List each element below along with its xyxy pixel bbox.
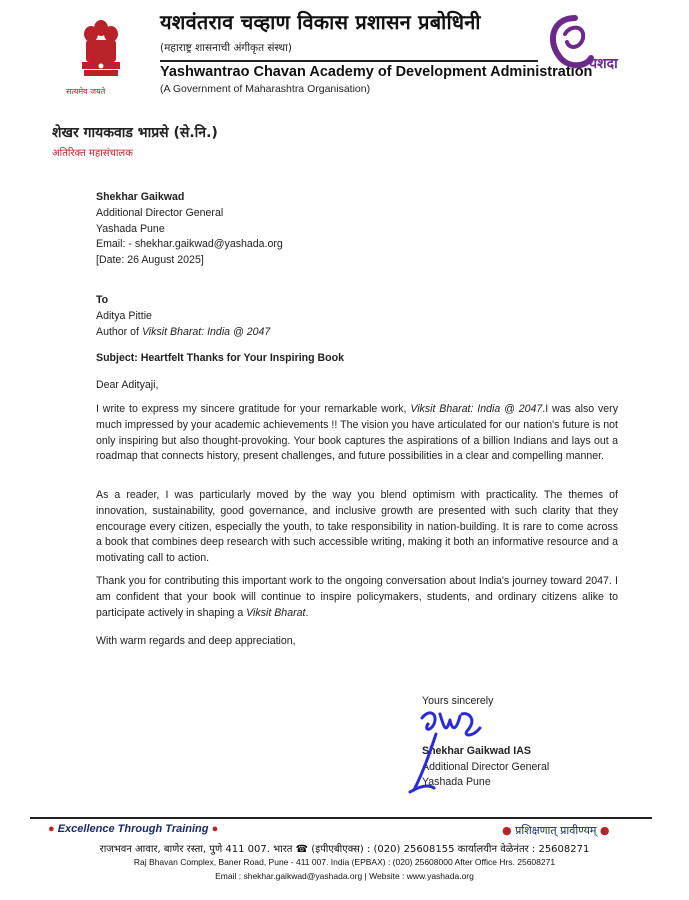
sender-designation: Additional Director General <box>96 206 224 219</box>
signatory-name: Shekhar Gaikwad IAS <box>422 744 531 757</box>
footer-address-english: Raj Bhavan Complex, Baner Road, Pune - 411 007. India (EPBAX) : (020) 25608000 After Office Hrs. 25608271 <box>133 857 556 867</box>
handwritten-signature <box>400 700 510 800</box>
yours-sincerely: Yours sincerely <box>422 695 494 707</box>
recipient-block <box>96 293 270 340</box>
to-label: To <box>96 294 109 306</box>
sender-organisation: Yashada Pune <box>96 222 165 235</box>
sender-designation-marathi: अतिरिक्त महासंचालक <box>52 148 133 159</box>
org-title-english: Yashwantrao Chavan Academy of Development Administration <box>160 64 593 80</box>
recipient-name: Aditya Pittie <box>96 309 152 322</box>
footer-motto-english: ● Excellence Through Training ● <box>48 823 219 835</box>
p1-text-b: .I was also very much impressed by your academic achievements !! The vision you have articulated for our nation's future is not only inspiring but also thought-provoking. Your book captures the aspirations of a billion Indians and lays out a roadmap that connects history, present challenges, and future possibilities in a clear and compelling manner. <box>96 403 618 463</box>
org-subtitle-marathi: (महाराष्ट्र शासनाची अंगीकृत संस्था) <box>160 42 292 54</box>
yashada-logo-icon <box>545 10 625 80</box>
org-subtitle-english: (A Government of Maharashtra Organisation) <box>160 83 371 95</box>
recipient-title <box>96 325 270 341</box>
org-title-marathi: यशवंतराव चव्हाण विकास प्रशासन प्रबोधिनी <box>160 10 481 34</box>
motto-english-text: Excellence Through Training <box>57 823 209 835</box>
signatory-designation: Additional Director General <box>422 760 550 773</box>
p3-book-title: Viksit Bharat <box>246 606 306 619</box>
closing-line: With warm regards and deep appreciation, <box>96 635 296 647</box>
sender-address <box>96 190 283 269</box>
footer-contact: Email : shekhar.gaikwad@yashada.org | Website : www.yashada.org <box>215 871 474 881</box>
paragraph-2: As a reader, I was particularly moved by the way you blend optimism with practicality. The themes of innovation, sustainability, good governance, and inclusive growth are presented with such clarity that they encourage every citizen, especially the youth, to take responsibility in nation-building. It is rare to come across a book that combines deep research with such accessible writing, making it both an informative resource and a motivating call to action. <box>96 489 618 565</box>
p1-book-title: Viksit Bharat: India @ 2047 <box>410 403 543 415</box>
paragraph-3 <box>96 574 618 621</box>
header-rule <box>160 60 538 62</box>
letter-date: [Date: 26 August 2025] <box>96 254 204 267</box>
p3-text-a: Thank you for contributing this important work to the ongoing conversation about India's journey toward 2047. I am confident that your book will continue to inspire policymakers, students, and ordinary citizens alike to participate actively in shaping a <box>96 575 618 619</box>
p3-text-b: . <box>305 606 309 619</box>
sender-email: Email: - shekhar.gaikwad@yashada.org <box>96 238 283 251</box>
footer-address-marathi: राजभवन आवार, बाणेर रस्ता, पुणे 411 007. भारत ☎ (इपीएबीएक्स) : (020) 25608155 कार्यालयीन वेळेनंतर : 25608271 <box>99 844 590 855</box>
footer-rule <box>30 817 652 819</box>
letter-subject: Subject: Heartfelt Thanks for Your Inspiring Book <box>96 352 345 364</box>
signatory-organisation: Yashada Pune <box>422 776 491 789</box>
logo-wordmark: यशदा <box>589 56 618 72</box>
emblem-motto: सत्यमेव जयते <box>66 87 106 96</box>
salutation: Dear Adityaji, <box>96 379 159 391</box>
footer-motto-marathi: ● प्रशिक्षणात् प्रावीण्यम् ● <box>502 824 610 837</box>
ashoka-emblem-icon <box>78 16 124 92</box>
p1-text-a: I write to express my sincere gratitude for your remarkable work, <box>96 403 411 415</box>
sender-name: Shekhar Gaikwad <box>96 191 185 203</box>
motto-marathi-text: प्रशिक्षणात् प्रावीण्यम् <box>515 824 597 837</box>
paragraph-1 <box>96 402 618 465</box>
sender-name-marathi: शेखर गायकवाड भाप्रसे (से.नि.) <box>52 125 218 141</box>
author-prefix: Author of <box>96 325 142 338</box>
book-title: Viksit Bharat: India @ 2047 <box>141 325 271 338</box>
